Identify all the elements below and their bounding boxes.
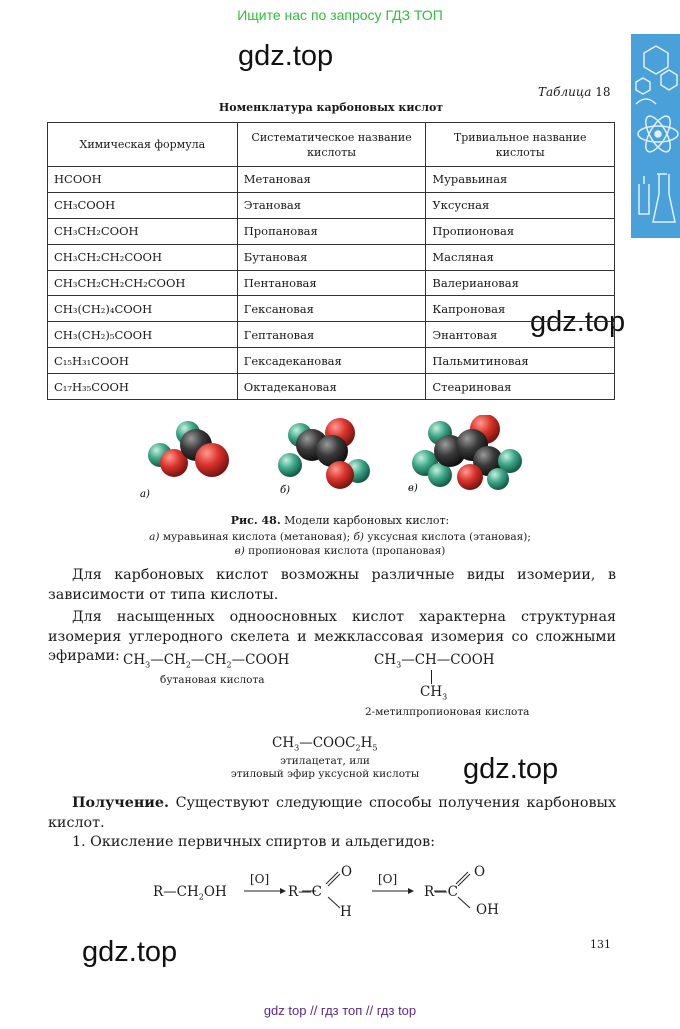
carboxylic-acid-formula: R—C (424, 884, 458, 900)
column-header: Химическая формула (48, 123, 238, 167)
acetic-acid-model (278, 418, 370, 489)
trivial-name-cell: Энантовая (426, 322, 615, 348)
figure-letter: б) (280, 485, 291, 496)
chemistry-icons (631, 34, 680, 238)
table-header-row (48, 123, 615, 167)
nomenclature-table (47, 122, 615, 400)
table-row (48, 322, 615, 348)
formula-cell: C₁₇H₃₅COOH (48, 374, 238, 400)
primary-alcohol-formula: $R—CH_2OH$ (153, 884, 227, 902)
methyl-group: $CH_3$ (420, 684, 448, 702)
watermark: gdz.top (238, 40, 334, 72)
table-row (48, 167, 615, 193)
acid-oxygen: O (474, 864, 486, 880)
table-row (48, 374, 615, 400)
formic-acid-model (148, 421, 229, 477)
bond-line (431, 670, 432, 684)
watermark: gdz.top (530, 306, 626, 338)
ethyl-acetate-formula: $CH_3—COOC_2H_5$ (272, 735, 378, 753)
systematic-name-cell: Бутановая (237, 244, 426, 270)
formula-cell: C₁₅H₃₁COOH (48, 348, 238, 374)
molecule-models-figure (140, 415, 540, 505)
oxidant-label: [O] (378, 872, 398, 886)
figure-caption-title: Рис. 48. Модели карбоновых кислот: (230, 514, 450, 527)
table-row (48, 244, 615, 270)
figure-caption-line: а) муравьиная кислота (метановая); б) уксусная кислота (этановая); (149, 531, 531, 543)
formula-name: бутановая кислота (160, 674, 265, 686)
table-row (48, 270, 615, 296)
propionic-acid-model (412, 415, 522, 490)
trivial-name-cell: Пальмитиновая (426, 348, 615, 374)
paragraph-structural-isomerism: Для насыщенных одноосновных кислот характерна структурная изомерия углеродного скелета и межклассовая изомерия со сложными эфирами: (48, 609, 616, 665)
table-row (48, 348, 615, 374)
formula-cell: CH₃(CH₂)₄COOH (48, 296, 238, 322)
table-row (48, 192, 615, 218)
oxidant-label: [O] (250, 872, 270, 886)
table-row (48, 296, 615, 322)
trivial-name-cell: Капроновая (426, 296, 615, 322)
formula-cell: CH₃(CH₂)₅COOH (48, 322, 238, 348)
paragraph-obtaining: Получение. Существуют следующие способы получения карбоновых кислот. (48, 795, 617, 831)
systematic-name-cell: Пентановая (237, 270, 426, 296)
figure-letter: в) (408, 483, 418, 494)
column-header: Тривиальное название кислоты (426, 123, 615, 167)
formula-cell: CH₃CH₂CH₂COOH (48, 244, 238, 270)
formula-cell: CH₃COOH (48, 192, 238, 218)
formula-cell: CH₃CH₂COOH (48, 218, 238, 244)
methylpropanoic-acid-formula: $CH_3—CH—COOH$ (374, 652, 495, 670)
column-header: Систематическое название кислоты (237, 123, 426, 167)
aldehyde-formula: R—C (288, 884, 322, 900)
systematic-name-cell: Октадекановая (237, 374, 426, 400)
aldehyde-oxygen: O (341, 864, 353, 880)
systematic-name-cell: Гептановая (237, 322, 426, 348)
paragraph-isomerism: Для карбоновых кислот возможны различные виды изомерии, в зависимости от типа кислоты. (48, 567, 616, 603)
trivial-name-cell: Масляная (426, 244, 615, 270)
formula-cell: HCOOH (48, 167, 238, 193)
table-row (48, 218, 615, 244)
trivial-name-cell: Пропионовая (426, 218, 615, 244)
trivial-name-cell: Стеариновая (426, 374, 615, 400)
systematic-name-cell: Пропановая (237, 218, 426, 244)
trivial-name-cell: Уксусная (426, 192, 615, 218)
aldehyde-hydrogen: H (340, 904, 352, 920)
figure-letter: а) (140, 489, 150, 500)
chemistry-decoration-strip (631, 34, 680, 238)
top-search-hint[interactable]: Ищите нас по запросу ГДЗ ТОП (237, 7, 443, 23)
table-title: Номенклатура карбоновых кислот (218, 101, 444, 114)
systematic-name-cell: Гексановая (237, 296, 426, 322)
method-item-1: 1. Окисление первичных спиртов и альдегидов: (72, 834, 436, 850)
systematic-name-cell: Этановая (237, 192, 426, 218)
trivial-name-cell: Валериановая (426, 270, 615, 296)
figure-caption-line: в) пропионовая кислота (пропановая) (234, 545, 446, 557)
watermark: gdz.top (82, 936, 178, 968)
acid-hydroxyl: OH (476, 902, 499, 918)
formula-name: этилацетат, или (280, 755, 370, 767)
systematic-name-cell: Гексадекановая (237, 348, 426, 374)
formula-name: этиловый эфир уксусной кислоты (230, 768, 420, 780)
formula-name: 2-метилпропионовая кислота (365, 706, 530, 718)
butanoic-acid-formula: $CH_3—CH_2—CH_2—COOH$ (123, 652, 290, 670)
systematic-name-cell: Метановая (237, 167, 426, 193)
trivial-name-cell: Муравьиная (426, 167, 615, 193)
footer-links[interactable]: gdz top // гдз топ // гдз top (263, 1003, 417, 1018)
table-label: Таблица 18 (538, 85, 611, 99)
watermark: gdz.top (463, 753, 559, 785)
page-number: 131 (590, 938, 611, 951)
formula-cell: CH₃CH₂CH₂CH₂COOH (48, 270, 238, 296)
